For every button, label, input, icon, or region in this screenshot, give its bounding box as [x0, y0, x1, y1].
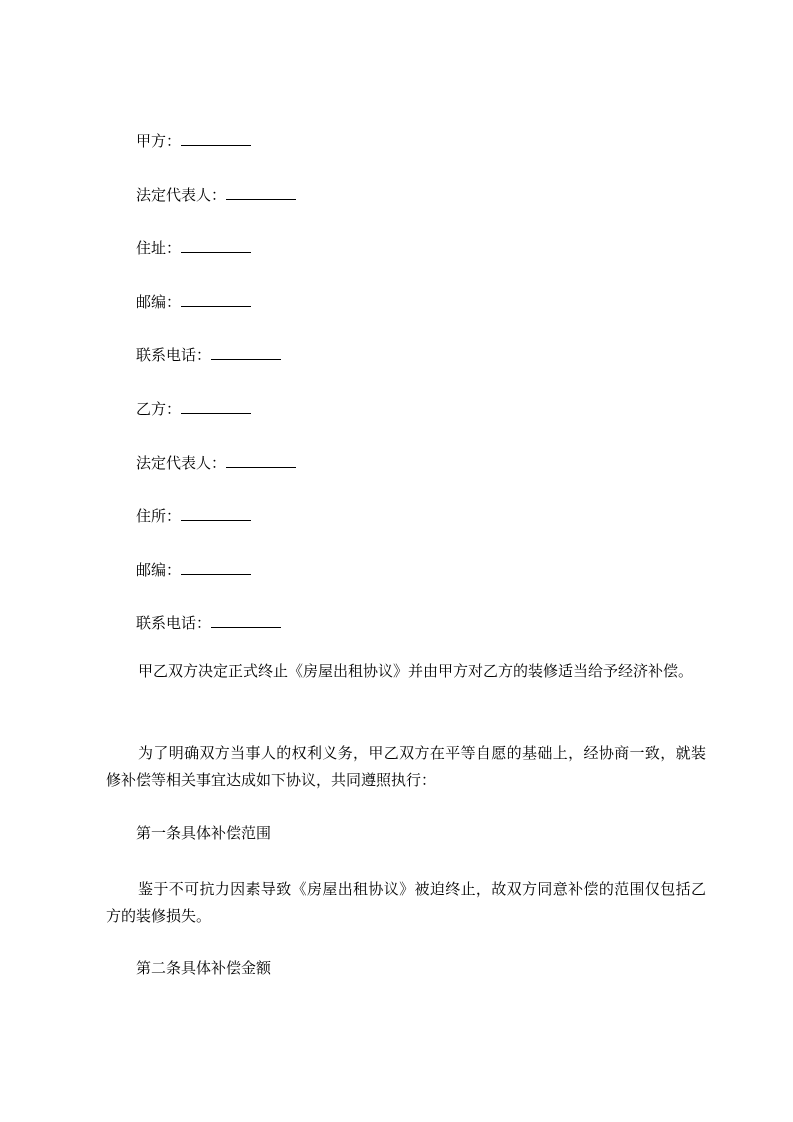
party-a-representative-label: 法定代表人： — [136, 186, 227, 204]
article-one-heading: 第一条具体补偿范围 — [136, 824, 272, 842]
party-b-representative-blank — [226, 453, 296, 468]
termination-paragraph: 甲乙双方决定正式终止《房屋出租协议》并由甲方对乙方的装修适当给予经济补偿。 — [138, 662, 694, 680]
party-b-blank — [181, 399, 251, 414]
party-a-field — [136, 130, 251, 152]
party-b-residence-label: 住所： — [136, 507, 182, 525]
party-a-address-blank — [181, 238, 251, 253]
party-a-phone-blank — [211, 345, 281, 360]
party-b-label: 乙方： — [136, 400, 182, 418]
party-a-blank — [181, 131, 251, 146]
article-one-paragraph: 鉴于不可抗力因素导致《房屋出租协议》被迫终止，故双方同意补偿的范围仅包括乙方的装修损失。 — [106, 880, 706, 925]
party-a-address-field — [136, 237, 251, 259]
party-a-representative-blank — [226, 185, 296, 200]
party-b-postcode-blank — [181, 560, 251, 575]
party-b-representative-label: 法定代表人： — [136, 454, 227, 472]
party-b-phone-label: 联系电话： — [136, 614, 212, 632]
article-two-heading: 第二条具体补偿金额 — [136, 959, 272, 977]
party-a-representative-field — [136, 184, 296, 206]
party-a-label: 甲方： — [136, 132, 182, 150]
party-b-representative-field — [136, 452, 296, 474]
party-b-residence-field — [136, 505, 251, 527]
party-b-postcode-field — [136, 559, 251, 581]
party-b-phone-field — [136, 612, 281, 634]
party-a-postcode-blank — [181, 292, 251, 307]
party-b-postcode-label: 邮编： — [136, 561, 182, 579]
party-a-address-label: 住址： — [136, 239, 182, 257]
party-a-phone-field — [136, 344, 281, 366]
party-a-postcode-field — [136, 291, 251, 313]
party-a-postcode-label: 邮编： — [136, 293, 182, 311]
party-b-phone-blank — [211, 613, 281, 628]
party-a-phone-label: 联系电话： — [136, 346, 212, 364]
purpose-paragraph: 为了明确双方当事人的权利义务，甲乙双方在平等自愿的基础上，经协商一致，就装修补偿等相关事宜达成如下协议，共同遵照执行： — [106, 744, 706, 789]
party-b-residence-blank — [181, 506, 251, 521]
party-b-field — [136, 398, 251, 420]
